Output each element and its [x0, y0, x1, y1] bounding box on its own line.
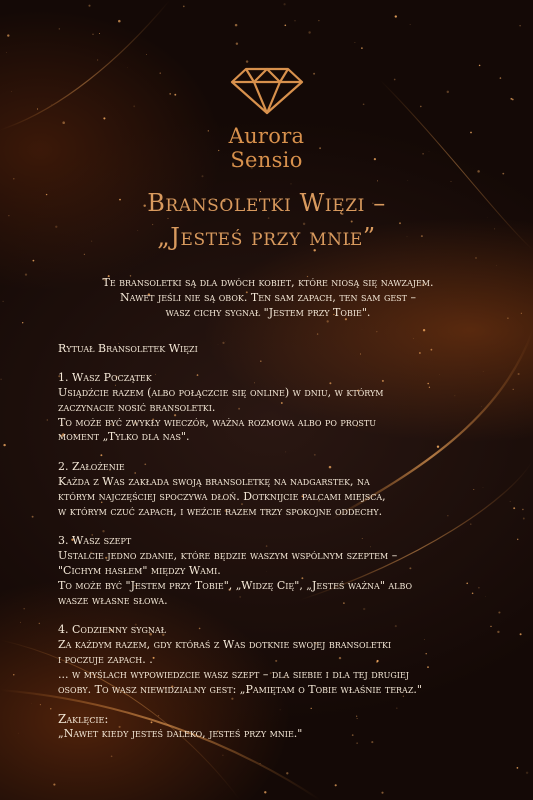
sparkle: [97, 60, 98, 61]
sparkle: [7, 34, 9, 36]
section-line: Każda z Was zakłada swoją bransoletkę na nadgarstek, na: [58, 474, 370, 488]
intro-line: Te bransoletki są dla dwóch kobiet, które niosą się nawzajem.: [102, 276, 434, 289]
sparkle: [478, 587, 480, 589]
sparkle: [308, 31, 310, 33]
section-heading: 3. Wasz szept: [58, 534, 132, 548]
sparkle: [523, 518, 525, 520]
sparkle: [111, 755, 113, 757]
section-line: i poczuje zapach. .: [58, 652, 153, 666]
sparkle: [32, 516, 34, 518]
section-line: moment „Tylko dla nas".: [58, 430, 190, 444]
sparkle: [354, 42, 355, 43]
sparkle: [520, 633, 522, 635]
intro-paragraph: [58, 276, 478, 320]
section-line: osoby. To wasz niewidzialny gest: „Pamiętam o Tobie właśnie teraz.": [58, 682, 422, 696]
sparkle: [24, 608, 25, 609]
section-line: którym najczęściej spoczywa dłoń. Dotknijcie palcami miejsca,: [58, 489, 386, 503]
section-heading: 1. Wasz Początek: [58, 371, 152, 385]
title-line1: Bransoletki Więzi –: [147, 189, 386, 217]
sparkle: [183, 6, 185, 8]
section-line: ... w myślach wypowiedzcie wasz szept – dla siebie i dla tej drugiej: [58, 667, 409, 681]
sparkle: [517, 767, 519, 769]
sparkle: [510, 501, 511, 502]
sparkle: [53, 784, 55, 786]
sparkle: [497, 631, 499, 633]
sparkle: [286, 772, 288, 774]
closing-text: „Nawet kiedy jesteś daleko, jesteś przy mnie.": [58, 727, 303, 741]
sparkle: [395, 15, 397, 17]
sparkle: [3, 444, 5, 446]
sparkle: [13, 674, 14, 675]
sparkle: [235, 24, 238, 27]
sparkle: [356, 742, 357, 743]
sparkle: [519, 25, 520, 26]
section-line: To może być "Jestem przy Tobie", „Widzę Cię", „Jesteś ważna" albo: [58, 578, 413, 592]
brand-name-line1: Aurora: [228, 124, 305, 148]
sparkle: [22, 322, 23, 323]
sparkle: [6, 52, 7, 53]
sparkle: [146, 54, 147, 55]
section-line: w którym czuć zapach, i weźcie razem trzy spokojne oddechy.: [58, 504, 383, 518]
intro-line: Nawet jeśli nie są obok. Ten sam zapach, ten sam gest –: [120, 290, 416, 304]
brand-name: [0, 124, 533, 172]
sparkle: [507, 317, 509, 319]
sparkle: [50, 708, 51, 709]
sparkle: [59, 28, 60, 29]
sparkle: [20, 622, 21, 623]
ritual-heading: Rytuał Bransoletek Więzi: [58, 342, 198, 356]
section-line: "Cichym hasłem" między Wami.: [58, 563, 221, 577]
section-line: To może być zwykły wieczór, ważna rozmowa albo po prostu: [58, 415, 376, 429]
sparkle: [498, 611, 500, 613]
sparkle: [40, 704, 41, 705]
sparkle: [490, 626, 491, 627]
sparkle: [99, 33, 100, 34]
sparkle: [236, 42, 238, 44]
sparkle: [294, 20, 295, 21]
sparkle: [283, 3, 285, 5]
sparkle: [407, 180, 408, 181]
section-heading: 2. Założenie: [58, 460, 125, 474]
section-line: wasze własne słowa.: [58, 593, 168, 607]
sparkle: [522, 509, 523, 510]
sparkle: [335, 784, 337, 786]
section-line: Za każdym razem, gdy któraś z Was dotknie swojej bransoletki: [58, 638, 392, 652]
sparkle: [88, 5, 90, 7]
sparkle: [202, 175, 204, 177]
sparkle: [47, 419, 48, 420]
sparkle: [18, 733, 19, 734]
sparkle: [451, 181, 452, 182]
sparkle: [264, 791, 266, 793]
sparkle: [475, 257, 476, 258]
section-1: [58, 371, 478, 445]
sparkle: [517, 539, 518, 540]
sparkle: [118, 20, 121, 23]
sparkle: [526, 772, 528, 774]
brand-logo: [0, 66, 533, 172]
sparkle: [246, 60, 248, 62]
sparkle: [502, 173, 504, 175]
sparkle: [2, 301, 3, 302]
closing-heading: Zaklęcie:: [58, 712, 109, 727]
sparkle: [222, 755, 223, 756]
section-3: [58, 534, 478, 608]
section-line: Ustalcie jedno zdanie, które będzie waszym wspólnym szeptem –: [58, 549, 398, 563]
sparkle: [260, 763, 261, 764]
sparkle: [361, 47, 363, 49]
intro-line: wasz cichy sygnał "Jestem przy Tobie".: [165, 305, 371, 319]
section-4: [58, 623, 478, 697]
sparkle: [410, 24, 411, 25]
section-2: [58, 460, 478, 519]
content: [58, 276, 478, 742]
section-heading: 4. Codzienny sygnał: [58, 623, 166, 637]
sparkle: [0, 379, 1, 380]
sparkle: [92, 34, 93, 35]
sparkle: [39, 623, 40, 624]
sparkle: [481, 406, 482, 407]
sparkle: [291, 184, 292, 185]
sparkle: [13, 178, 14, 179]
sparkle: [318, 20, 319, 21]
sparkle: [33, 260, 35, 262]
sparkle: [377, 180, 378, 181]
sparkle: [521, 313, 522, 314]
sparkle: [381, 792, 383, 794]
sparkle: [513, 507, 515, 509]
sparkle: [284, 24, 286, 26]
page-title: [0, 186, 533, 254]
section-line: zaczynacie nosić bransoletki.: [58, 400, 216, 414]
sparkle: [518, 373, 520, 375]
sparkle: [25, 273, 27, 275]
title-line2: „Jesteś przy mnie”: [157, 223, 376, 251]
section-line: Usiądźcie razem (albo połączcie się online) w dniu, w którym: [58, 385, 384, 399]
brand-name-line2: Sensio: [230, 148, 303, 172]
sparkle: [513, 389, 514, 390]
diamond-icon: [228, 66, 306, 116]
